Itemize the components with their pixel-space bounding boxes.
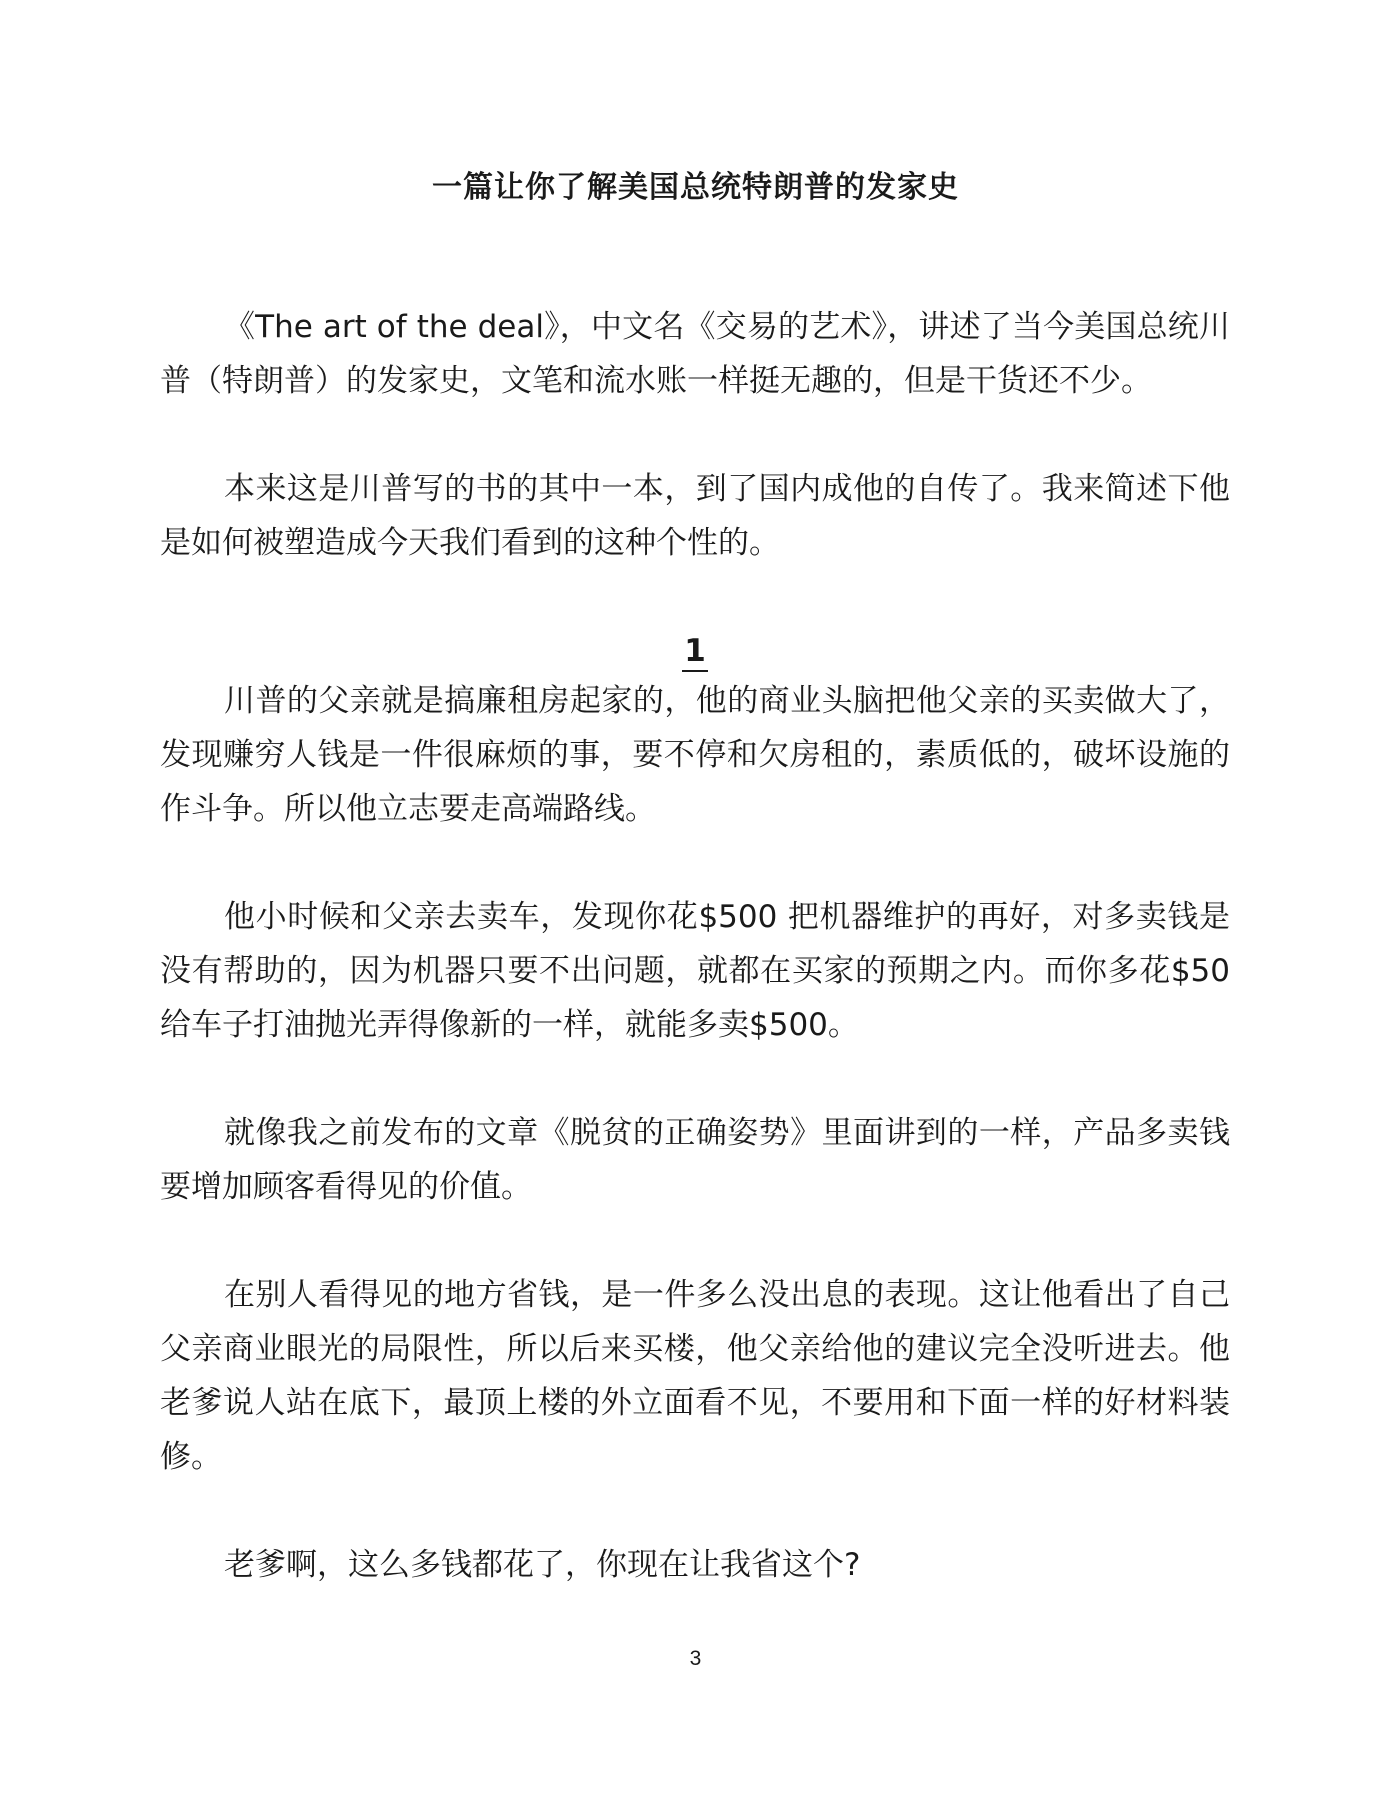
paragraph: 老爹啊，这么多钱都花了，你现在让我省这个?: [224, 1547, 861, 1583]
paragraph-gap: [160, 1052, 1230, 1106]
paragraph: 《The art of the deal》，中文名《交易的艺术》，讲述了当今美国总统川普（特朗普）的发家史，文笔和流水账一样挺无趣的，但是干货还不少。: [160, 309, 1230, 399]
paragraph-gap: [160, 1484, 1230, 1538]
paragraph: 他小时候和父亲去卖车，发现你花$500 把机器维护的再好，对多卖钱是没有帮助的，因为机器只要不出问题，就都在买家的预期之内。而你多花$50 给车子打油抛光弄得像新的一样，就能多卖$500。: [160, 899, 1230, 1043]
paragraph-gap: [160, 836, 1230, 890]
document-body: [160, 300, 1230, 1592]
section-heading: [160, 628, 1230, 674]
paragraph-gap: [160, 570, 1230, 624]
page-number: 3: [689, 1647, 702, 1670]
paragraph: 就像我之前发布的文章《脱贫的正确姿势》里面讲到的一样，产品多卖钱要增加顾客看得见的价值。: [160, 1115, 1230, 1205]
paragraph: 在别人看得见的地方省钱，是一件多么没出息的表现。这让他看出了自己父亲商业眼光的局限性，所以后来买楼，他父亲给他的建议完全没听进去。他老爹说人站在底下，最顶上楼的外立面看不见，不要用和下面一样的好材料装修。: [160, 1277, 1230, 1475]
paragraph: 川普的父亲就是搞廉租房起家的，他的商业头脑把他父亲的买卖做大了，发现赚穷人钱是一件很麻烦的事，要不停和欠房租的，素质低的，破坏设施的作斗争。所以他立志要走高端路线。: [160, 683, 1230, 827]
paragraph-gap: [160, 1214, 1230, 1268]
document-title: 一篇让你了解美国总统特朗普的发家史: [432, 170, 959, 205]
paragraph-gap: [160, 408, 1230, 462]
paragraph: 本来这是川普写的书的其中一本，到了国内成他的自传了。我来简述下他是如何被塑造成今天我们看到的这种个性的。: [160, 471, 1230, 561]
section-number: 1: [682, 632, 708, 672]
